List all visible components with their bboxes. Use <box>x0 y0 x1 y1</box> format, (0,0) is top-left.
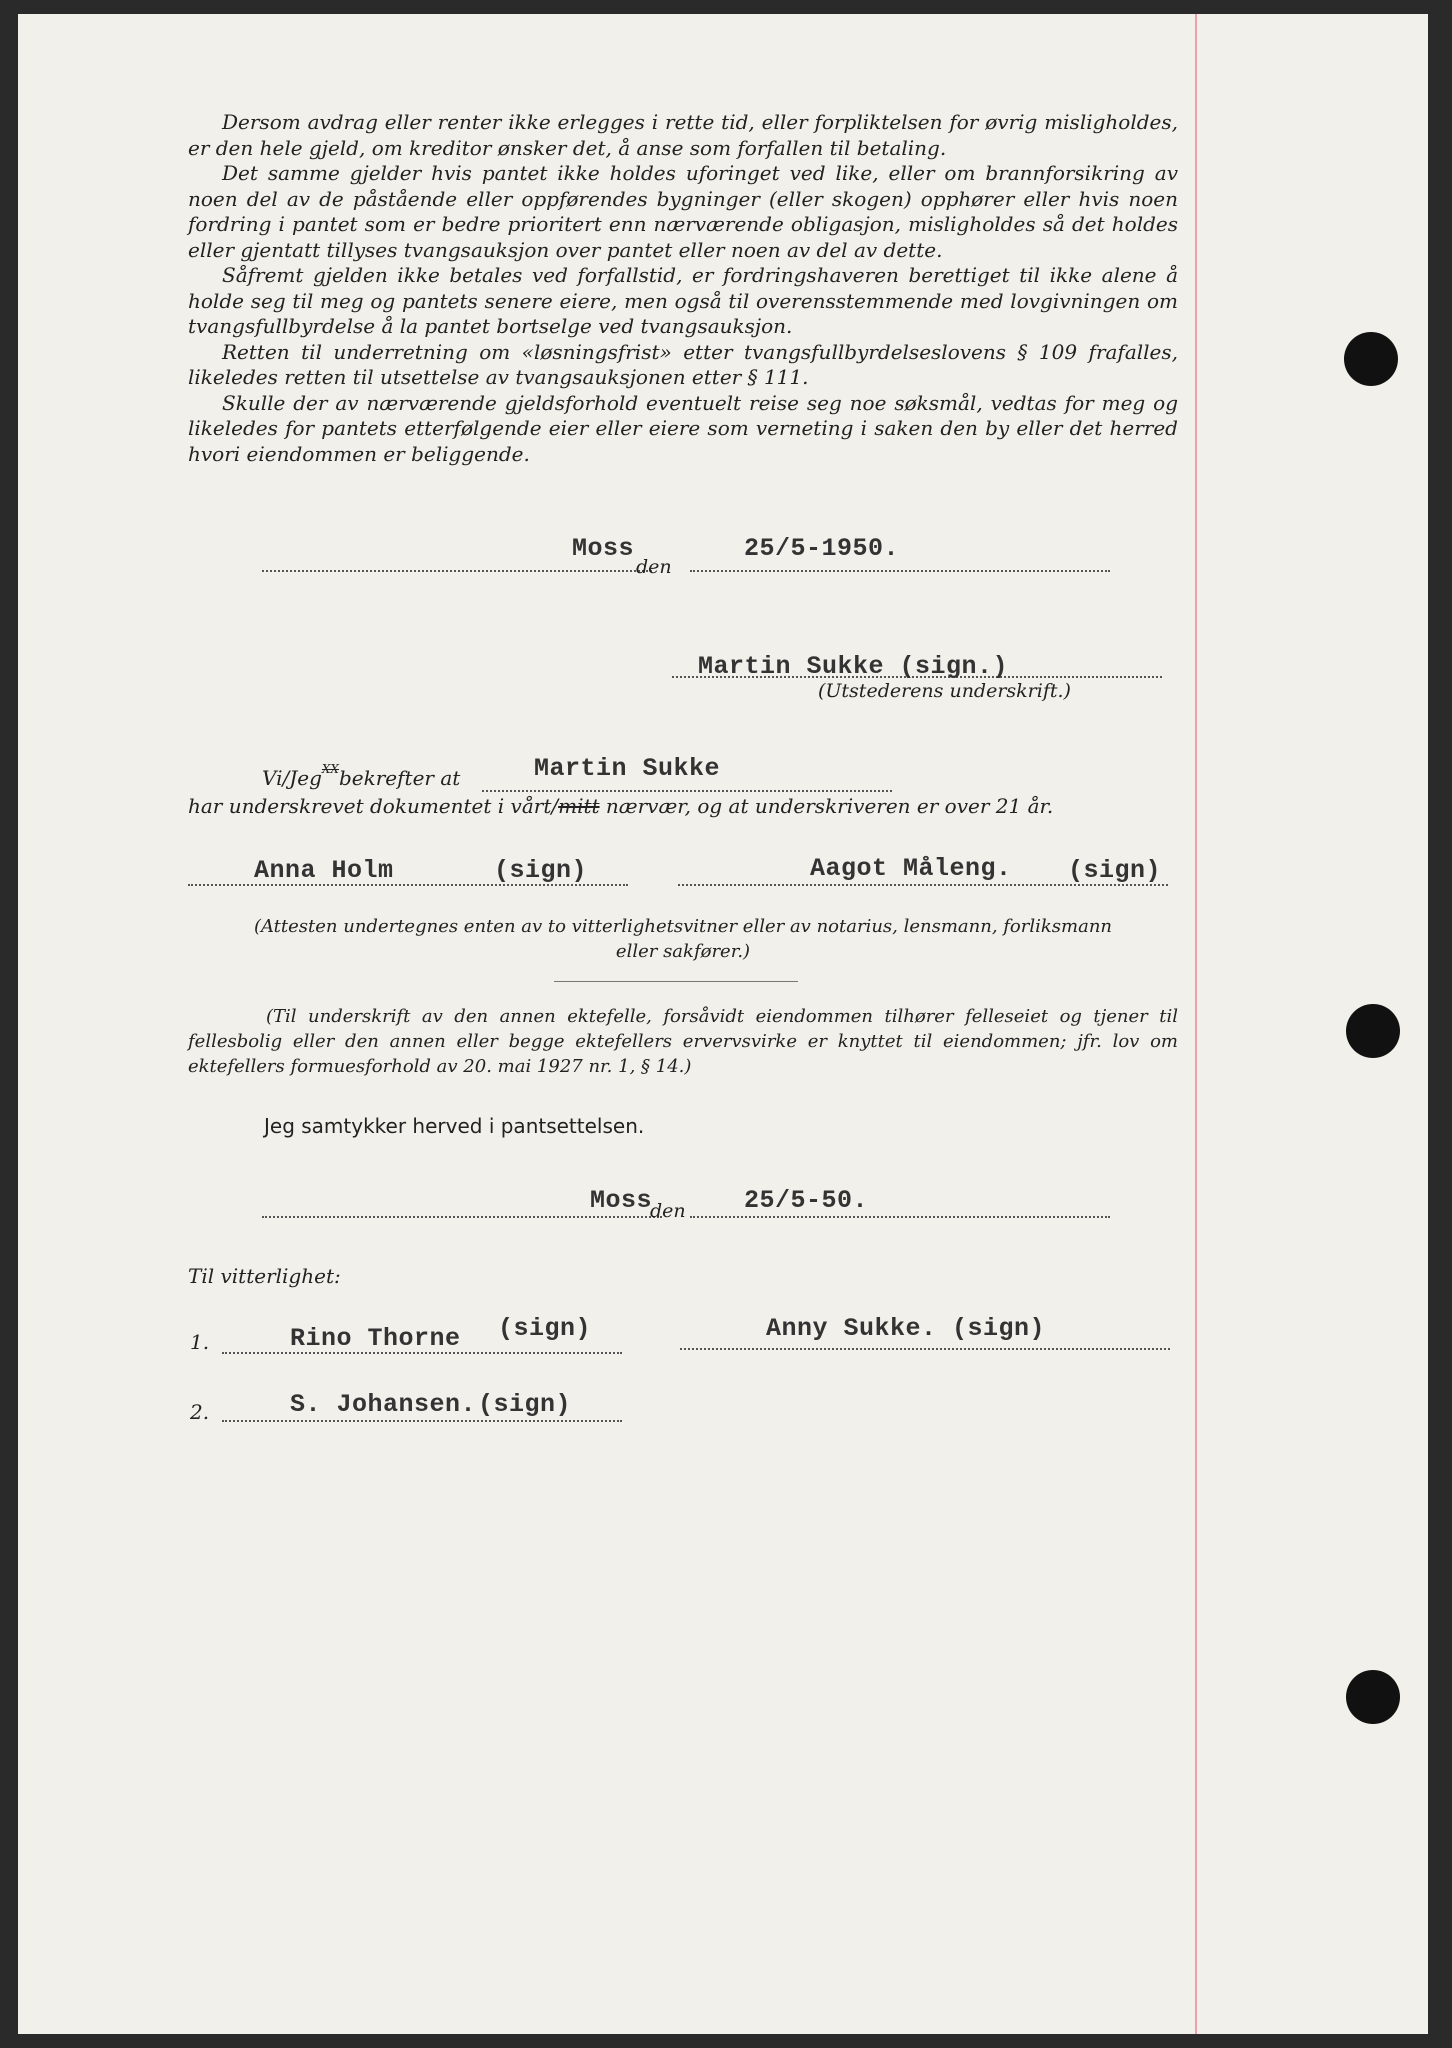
witness2-name: Aagot Måleng. <box>810 854 1012 883</box>
spouse-witness2-sign: (sign) <box>478 1390 572 1419</box>
punch-hole-middle <box>1346 1004 1400 1058</box>
attestation-line2-end: nærvær, og at underskriveren er over 21 år. <box>599 794 1054 818</box>
issue-den-label: den <box>636 556 672 578</box>
attestation-struck: XX <box>321 762 339 776</box>
obligation-terms <box>188 110 1178 467</box>
separator-rule <box>554 981 798 982</box>
attestation-signer-line <box>482 790 892 792</box>
witness1-name: Anna Holm <box>254 856 394 885</box>
issue-date: 25/5-1950. <box>744 534 900 563</box>
spouse-date: 25/5-50. <box>744 1186 869 1215</box>
spouse-consent: Jeg samtykker herved i pantsettelsen. <box>264 1114 645 1138</box>
attestation-verb: bekrefter at <box>338 766 461 790</box>
spouse-place-line <box>262 1216 662 1218</box>
punch-hole-bottom <box>1346 1670 1400 1724</box>
attestation-note <box>188 914 1178 964</box>
attestation-line2-struck: mitt <box>558 794 600 818</box>
term-paragraph: Retten til underretning om «løsningsfrist» etter tvangsfullbyrdelseslovens § 109 frafalles, likeledes retten til utsettelse av tvangsauksjonen etter § 111. <box>188 339 1178 389</box>
term-paragraph: Det samme gjelder hvis pantet ikke holdes uforinget ved like, eller om brannforsikring av noen del av de påstående eller oppførendes bygninger (eller skogen) opphører eller hvis noen fordring i pantet som er bedre prioritert enn nærværende obligasjon, misligholdes så det holdes eller gjentatt tillyses tvangsauksjon over pantet eller noen av del av dette. <box>188 161 1178 262</box>
spouse-witness1-name: Rino Thorne <box>290 1324 461 1353</box>
attestation-signer: Martin Sukke <box>534 754 721 783</box>
document-page <box>18 14 1428 2034</box>
spouse-place: Moss <box>590 1186 653 1215</box>
date-dotted-line <box>690 570 1110 572</box>
witness1-sign: (sign) <box>494 856 588 885</box>
spouse-witness1-sign: (sign) <box>498 1314 592 1343</box>
attestation-prefix: Vi/Jeg <box>262 766 322 790</box>
spouse-witness2-name: S. Johansen. <box>290 1390 477 1419</box>
witness-number-1: 1. <box>190 1330 210 1354</box>
attestation-note-line1: (Attesten undertegnes enten av to vitterlighetsvitner eller av notarius, lensmann, forliksmann <box>253 916 1113 937</box>
spouse-note <box>188 1004 1178 1079</box>
term-paragraph: Såfremt gjelden ikke betales ved forfallstid, er fordringshaveren berettiget til ikke alene å holde seg til meg og pantets senere eiere, men også til overensstemmende med lovgivningen om tvangsfullbyrdelse å la pantet bortselge ved tvangsauksjon. <box>188 263 1178 338</box>
attestation-line1 <box>262 762 461 790</box>
spouse-date-line <box>690 1216 1110 1218</box>
margin-line <box>1195 14 1197 2034</box>
attestation-line2-start: har underskrevet dokumentet i vårt/ <box>188 794 559 818</box>
attestation-note-line2: eller sakfører.) <box>615 941 751 962</box>
issuer-signature-caption: (Utstederens underskrift.) <box>818 680 1071 702</box>
term-paragraph: Skulle der av nærværende gjeldsforhold eventuelt reise seg noe søksmål, vedtas for meg og likeledes for pantets etterfølgende eier eller eiere som verneting i saken den by eller det herred hvori eiendommen er beliggende. <box>188 390 1178 466</box>
witness2-sign: (sign) <box>1068 856 1162 885</box>
attestation-line2 <box>188 794 1053 818</box>
place-dotted-line <box>262 570 652 572</box>
issuer-signature: Martin Sukke (sign.) <box>698 652 1009 681</box>
issue-place: Moss <box>572 534 635 563</box>
spouse-signature: Anny Sukke. (sign) <box>766 1314 1046 1343</box>
term-paragraph: Dersom avdrag eller renter ikke erlegges i rette tid, eller forpliktelsen for øvrig misligholdes, er den hele gjeld, om kreditor ønsker det, å anse som forfallen til betaling. <box>188 110 1178 160</box>
spouse-den-label: den <box>650 1200 686 1222</box>
punch-hole-top <box>1344 332 1398 386</box>
witness-heading: Til vitterlighet: <box>188 1264 341 1288</box>
spouse-note-text: (Til underskrift av den annen ektefelle, forsåvidt eiendommen tilhører felleseiet og tjener til fellesbolig eller den annen eller begge ektefellers ervervsvirke er knyttet til eiendommen; jfr. lov om ektefellers formuesforhold av 20. mai 1927 nr. 1, § 14.) <box>188 1006 1178 1077</box>
witness-number-2: 2. <box>190 1400 210 1424</box>
spouse-witness-line-2 <box>222 1420 622 1422</box>
spouse-signature-line <box>680 1348 1170 1350</box>
